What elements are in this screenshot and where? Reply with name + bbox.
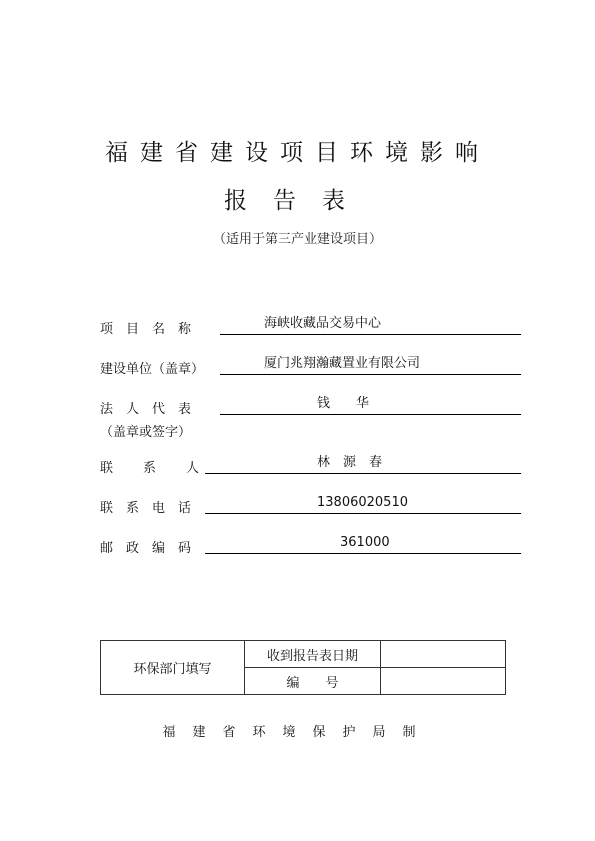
received-date-cell xyxy=(381,641,506,668)
issuer-footer: 福建省环境保护局制 xyxy=(162,725,433,740)
postcode-label: 邮政编码 xyxy=(100,541,205,556)
phone-label: 联系电话 xyxy=(100,501,205,516)
report-title-line1: 福建省建设项目环境影响 xyxy=(105,140,490,166)
contact-person-value: 林 源 春 xyxy=(317,455,383,470)
contact-person-label: 联系人 xyxy=(100,461,230,476)
phone-value: 13806020510 xyxy=(317,495,408,510)
number-label: 编 号 xyxy=(245,668,381,695)
construction-unit-value: 厦门兆翔瀚藏置业有限公司 xyxy=(264,356,421,371)
legal-rep-note: （盖章或签字） xyxy=(100,425,192,440)
legal-rep-label: 法人代表 xyxy=(100,402,205,417)
construction-unit-label: 建设单位（盖章） xyxy=(100,362,205,377)
legal-rep-value: 钱 华 xyxy=(317,396,370,411)
contact-person-field xyxy=(205,453,521,474)
postcode-field xyxy=(205,533,521,554)
legal-rep-field xyxy=(220,394,521,415)
project-name-field xyxy=(220,314,521,335)
env-dept-section-label: 环保部门填写 xyxy=(101,641,245,695)
project-name-value: 海峡收藏品交易中心 xyxy=(264,316,382,331)
report-subtitle: （适用于第三产业建设项目） xyxy=(212,232,382,247)
report-title-line2: 报告表 xyxy=(224,188,371,214)
received-date-label: 收到报告表日期 xyxy=(245,641,381,668)
number-cell xyxy=(381,668,506,695)
project-name-label: 项目名称 xyxy=(100,322,205,337)
construction-unit-field xyxy=(220,354,521,375)
env-dept-table xyxy=(100,640,506,695)
phone-field xyxy=(205,493,521,514)
postcode-value: 361000 xyxy=(340,535,390,550)
